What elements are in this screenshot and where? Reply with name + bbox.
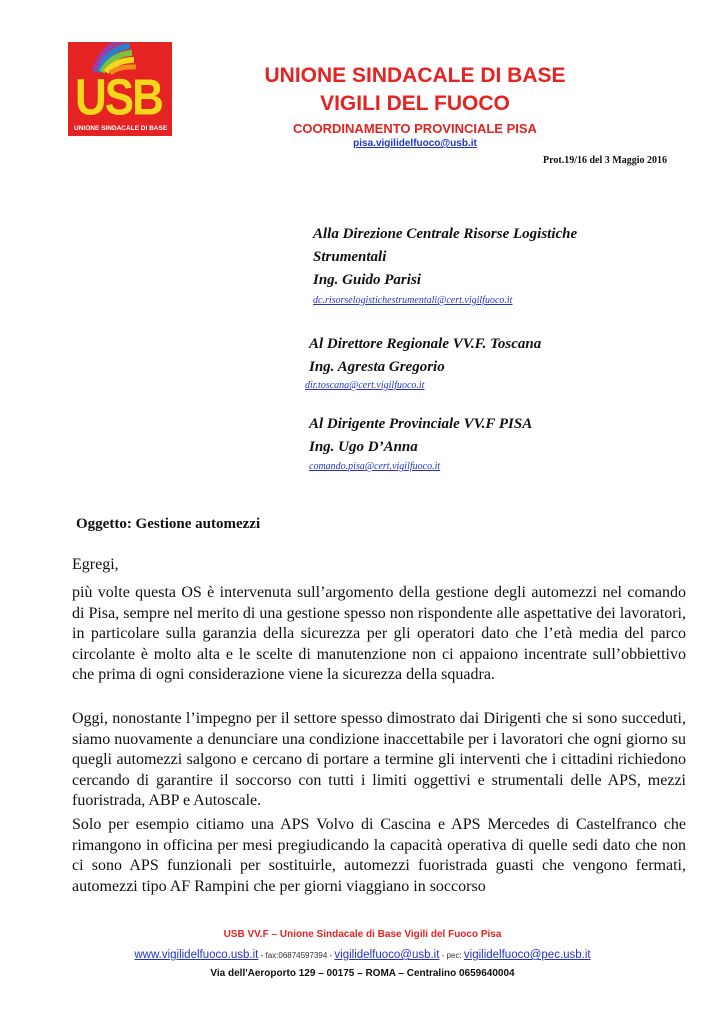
org-name: UNIONE SINDACALE DI BASE xyxy=(264,64,566,87)
footer-website-link[interactable]: www.vigilidelfuoco.usb.it xyxy=(134,949,259,961)
footer-pec-link[interactable]: vigilidelfuoco@pec.usb.it xyxy=(463,949,591,961)
footer-contacts xyxy=(0,949,725,961)
recipient-1-line2: Strumentali xyxy=(313,249,387,265)
recipient-1-line1: Alla Direzione Centrale Risorse Logistiche xyxy=(313,226,578,242)
footer-email-link[interactable]: vigilidelfuoco@usb.it xyxy=(334,949,440,961)
footer-pec-label: - pec: xyxy=(439,951,464,960)
logo-text: USB xyxy=(75,69,162,126)
body-paragraph-3: Solo per esempio citiamo una APS Volvo di Cascina e APS Mercedes di Castelfranco che rimangono in officina per mesi pregiudicando la capacità operativa di quelle sedi dato che non ci sono APS funzionali per sostituirle, automezzi fuoristrada guasti che vengono fermati, automezzi tipo AF Rampini che per giorni viaggiano in soccorso xyxy=(72,816,686,895)
footer-fax: - fax:06874597394 - xyxy=(258,951,335,960)
letter-greeting: Egregi, xyxy=(72,556,119,573)
org-email-link[interactable]: pisa.vigilidelfuoco@usb.it xyxy=(353,138,477,149)
recipient-2-email-link[interactable]: dir.toscana@cert.vigilfuoco.it xyxy=(305,380,425,391)
recipient-1-name: Ing. Guido Parisi xyxy=(313,272,421,288)
recipient-3-line1: Al Dirigente Provinciale VV.F PISA xyxy=(309,416,533,432)
letter-subject: Oggetto: Gestione automezzi xyxy=(76,516,261,532)
recipient-1-email-link[interactable]: dc.risorselogistichestrumentali@cert.vigilfuoco.it xyxy=(313,295,513,306)
protocol-number: Prot.19/16 del 3 Maggio 2016 xyxy=(543,155,667,166)
org-division: VIGILI DEL FUOCO xyxy=(320,92,510,115)
recipient-2-line1: Al Direttore Regionale VV.F. Toscana xyxy=(309,336,542,352)
usb-logo xyxy=(68,42,172,136)
recipient-3-email-link[interactable]: comando.pisa@cert.vigilfuoco.it xyxy=(309,461,441,472)
recipient-2-name: Ing. Agresta Gregorio xyxy=(309,359,445,375)
footer-address: Via dell'Aeroporto 129 – 00175 – ROMA – Centralino 0659640004 xyxy=(210,968,515,979)
body-paragraph-1: più volte questa OS è intervenuta sull’argomento della gestione degli automezzi nel comando di Pisa, sempre nel merito di una gestione spesso non rispondente alle aspettative dei lavoratori, in particolare sulla garanzia della sicurezza per gli operatori dato che l’età media del parco circolante è molto alta e le scelte di manutenzione non ci appaiono incentrate sull’obbiettivo che prima di ogni considerazione viene la sicurezza della squadra. xyxy=(72,584,686,683)
footer-org-line: USB VV.F – Unione Sindacale di Base Vigili del Fuoco Pisa xyxy=(223,929,502,940)
logo-subtitle: UNIONE SINDACALE DI BASE xyxy=(74,125,168,132)
recipient-3-name: Ing. Ugo D’Anna xyxy=(309,439,418,455)
body-paragraph-2: Oggi, nonostante l’impegno per il settore spesso dimostrato dai Dirigenti che si sono succeduti, siamo nuovamente a denunciare una condizione inaccettabile per i lavoratori che ogni giorno su quegli automezzi salgono e cercano di portare a termine gli interventi che i cittadini richiedono cercando di garantire il soccorso con tutti i limiti oggettivi e strumentali delle APS, mezzi fuoristrada, ABP e Autoscale. xyxy=(72,710,686,809)
org-coordination: COORDINAMENTO PROVINCIALE PISA xyxy=(293,121,537,136)
